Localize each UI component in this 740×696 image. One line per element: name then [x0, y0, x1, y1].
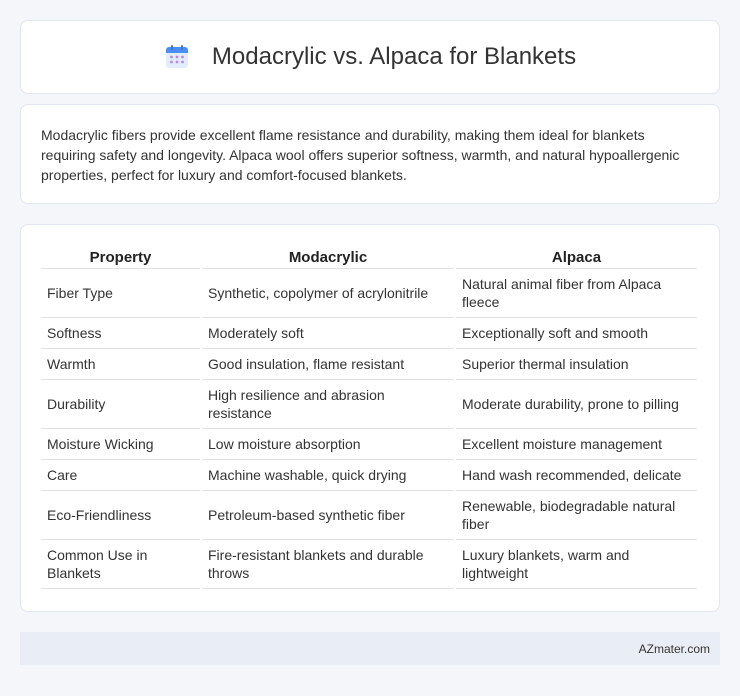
- table-row: [41, 380, 697, 429]
- comparison-card: [20, 224, 720, 612]
- modacrylic-cell: Good insulation, flame resistant: [202, 349, 454, 380]
- alpaca-cell: Moderate durability, prone to pilling: [456, 380, 697, 429]
- table-row: [41, 429, 697, 460]
- header-property: Property: [41, 245, 200, 269]
- table-row: [41, 318, 697, 349]
- property-cell: Softness: [41, 318, 200, 349]
- footer: [20, 632, 720, 665]
- modacrylic-cell: Petroleum-based synthetic fiber: [202, 491, 454, 540]
- summary-card: [20, 104, 720, 204]
- alpaca-cell: Renewable, biodegradable natural fiber: [456, 491, 697, 540]
- header-modacrylic: Modacrylic: [202, 245, 454, 269]
- property-cell: Durability: [41, 380, 200, 429]
- property-cell: Common Use in Blankets: [41, 540, 200, 589]
- summary-text: Modacrylic fibers provide excellent flame resistance and durability, making them ideal for blankets requiring safety and longevity. Alpaca wool offers superior softness, warmth, and natural hypoallergenic properties, perfect for luxury and comfort-focused blankets.: [41, 127, 680, 183]
- property-cell: Eco-Friendliness: [41, 491, 200, 540]
- alpaca-cell: Excellent moisture management: [456, 429, 697, 460]
- header-alpaca: Alpaca: [456, 245, 697, 269]
- modacrylic-cell: Moderately soft: [202, 318, 454, 349]
- alpaca-cell: Exceptionally soft and smooth: [456, 318, 697, 349]
- page-title: Modacrylic vs. Alpaca for Blankets: [211, 43, 577, 70]
- table-row: [41, 540, 697, 589]
- modacrylic-cell: High resilience and abrasion resistance: [202, 380, 454, 429]
- comparison-table: [39, 245, 699, 589]
- modacrylic-cell: Low moisture absorption: [202, 429, 454, 460]
- table-row: [41, 349, 697, 380]
- property-cell: Fiber Type: [41, 269, 200, 318]
- table-row: [41, 460, 697, 491]
- title-card: [20, 20, 720, 94]
- alpaca-cell: Hand wash recommended, delicate: [456, 460, 697, 491]
- modacrylic-cell: Machine washable, quick drying: [202, 460, 454, 491]
- title-wrap: [164, 43, 576, 71]
- calendar-icon: [164, 44, 190, 70]
- property-cell: Care: [41, 460, 200, 491]
- table-row: [41, 269, 697, 318]
- modacrylic-cell: Fire-resistant blankets and durable throws: [202, 540, 454, 589]
- alpaca-cell: Natural animal fiber from Alpaca fleece: [456, 269, 697, 318]
- alpaca-cell: Luxury blankets, warm and lightweight: [456, 540, 697, 589]
- alpaca-cell: Superior thermal insulation: [456, 349, 697, 380]
- property-cell: Moisture Wicking: [41, 429, 200, 460]
- property-cell: Warmth: [41, 349, 200, 380]
- footer-brand: AZmater.com: [638, 641, 710, 656]
- table-row: [41, 491, 697, 540]
- modacrylic-cell: Synthetic, copolymer of acrylonitrile: [202, 269, 454, 318]
- table-header-row: [41, 245, 697, 269]
